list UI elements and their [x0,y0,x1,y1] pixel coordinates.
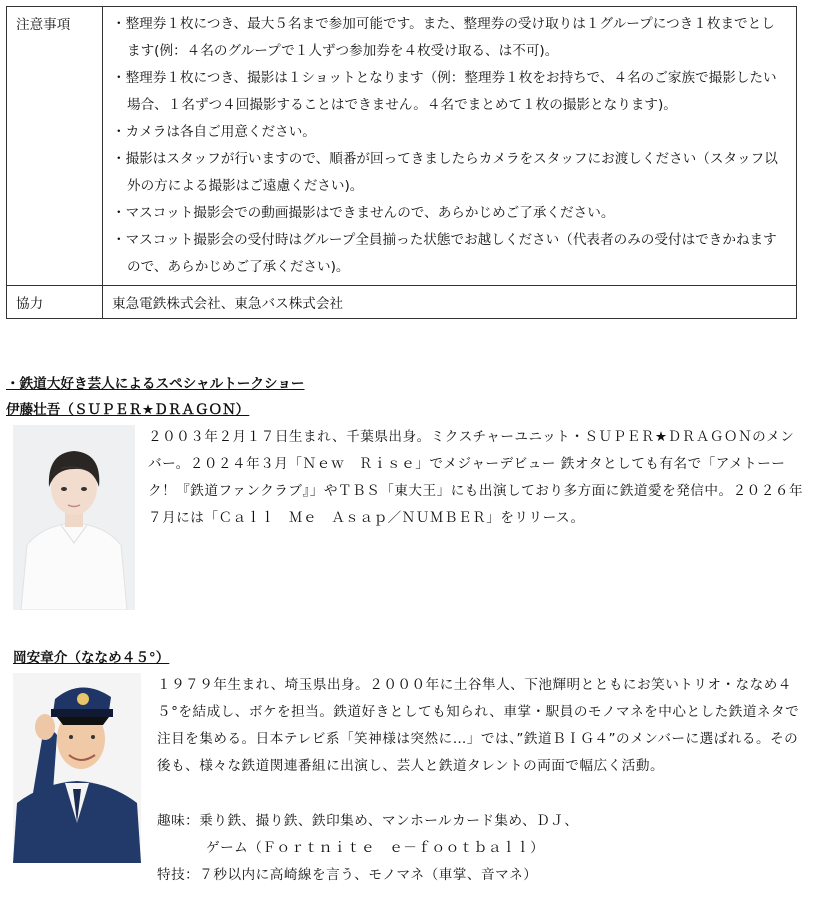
skill-label: 特技： [157,867,200,883]
notice-content [103,7,797,286]
notice-bullet: ・整理券１枚につき、最大５名まで参加可能です。また、整理券の受け取りは１グループにつき１枚までとします(例：４名のグループで１人ずつ参加券を４枚受け取る、は不可)。 [112,16,775,59]
hobby-row-2: ゲーム（Ｆｏｒｔｎｉｔｅ ｅ－ｆｏｏｔｂａｌｌ） [206,840,545,856]
notice-table [6,6,797,319]
notice-label: 注意事項 [7,7,103,286]
section-title: ・鉄道大好き芸人によるスペシャルトークショー [6,376,305,392]
notice-bullet: ・撮影はスタッフが行いますので、順番が回ってきましたらカメラをスタッフにお渡しください（スタッフ以外の方による撮影はご遠慮ください)。 [112,151,778,194]
notice-bullet: ・カメラは各自ご用意ください。 [112,124,316,140]
person1-bio: ２００３年２月１７日生まれ、千葉県出身。ミクスチャーユニット・ＳＵＰＥＲ★ＤＲＡＧＯＮのメンバー。２０２４年３月「Ｎｅｗ Ｒｉｓｅ」でメジャーデビュー 鉄オタとしても有名で「アメトーーク！『鉄道ファンクラブ』」やＴＢＳ「東大王」にも出演しており多方面に鉄道愛を発信中。２０２６年７月には「Ｃａｌｌ Ｍｅ Ａｓａｐ／ＮＵＭＢＥＲ」をリリース。 [148,429,804,526]
person1-photo [13,425,135,610]
cooperation-label: 協力 [7,286,103,319]
hobby-label: 趣味： [157,813,200,829]
person2-bio: １９７９年生まれ、埼玉県出身。２０００年に土谷隼人、下池輝明とともにお笑いトリオ・ななめ４５°を結成し、ボケを担当。鉄道好きとしても知られ、車掌・駅員のモノマネを中心とした鉄道ネタで注目を集める。日本テレビ系「笑神様は突然に…」では、”鉄道ＢＩＧ４”のメンバーに選ばれる。その後も、様々な鉄道関連番組に出演し、芸人と鉄道タレントの両面で幅広く活動。 [157,677,800,774]
skill-value: ７秒以内に高崎線を言う、モノマネ（車掌、音マネ） [199,867,538,883]
hobby-value: 乗り鉄、撮り鉄、鉄印集め、マンホールカード集め、ＤＪ、 [199,813,579,829]
notice-bullet: ・マスコット撮影会での動画撮影はできませんので、あらかじめご了承ください。 [112,205,615,221]
notice-bullet: ・整理券１枚につき、撮影は１ショットとなります（例：整理券１枚をお持ちで、４名のご家族で撮影したい場合、１名ずつ４回撮影することはできません。４名でまとめて１枚の撮影となります)。 [112,70,777,113]
person1-name: 伊藤壮吾（ＳＵＰＥＲ★ＤＲＡＧＯＮ） [6,402,250,418]
person2-photo [13,673,141,863]
hobby-row-1 [157,808,578,835]
skill-row [157,862,537,889]
cooperation-value: 東急電鉄株式会社、東急バス株式会社 [103,286,797,319]
person2-name: 岡安章介（ななめ４５°） [13,650,170,666]
notice-bullet: ・マスコット撮影会の受付時はグループ全員揃った状態でお越しください（代表者のみの受付はできかねますので、あらかじめご了承ください)。 [112,232,777,275]
